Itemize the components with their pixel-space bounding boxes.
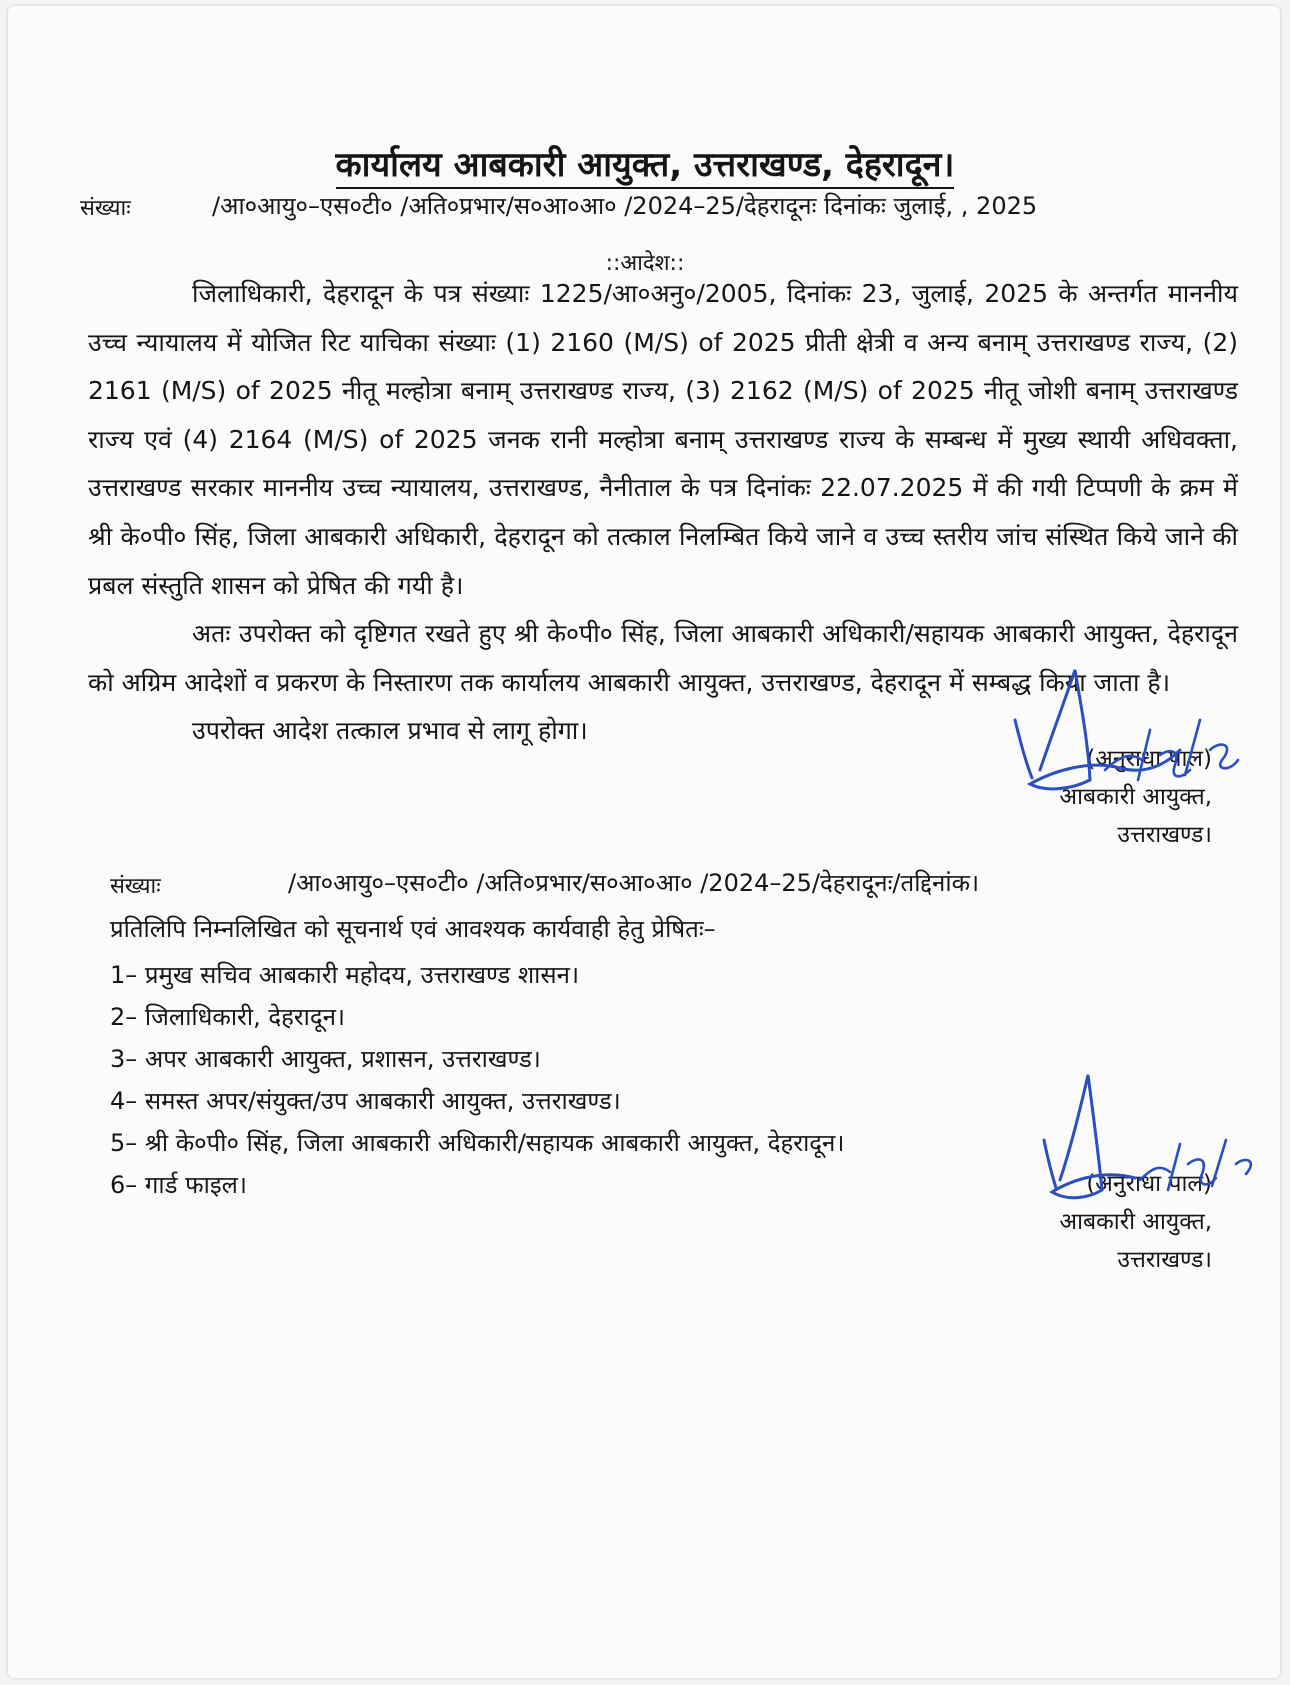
- office-title: कार्यालय आबकारी आयुक्त, उत्तराखण्ड, देहरादून।: [0, 140, 1290, 186]
- order-paragraph-3: उपरोक्त आदेश तत्काल प्रभाव से लागू होगा।: [192, 716, 588, 746]
- order-paragraph-2: अतः उपरोक्त को दृष्टिगत रखते हुए श्री के०पी० सिंह, जिला आबकारी अधिकारी/सहायक आबकारी आयुक्त, देहरादून को अग्रिम आदेशों व प्रकरण के निस्तारण तक कार्यालय आबकारी आयुक्त, उत्तराखण्ड, देहरादून में सम्बद्ध किया जाता है।: [88, 619, 1238, 697]
- signatory-designation: आबकारी आयुक्त,: [1059, 784, 1212, 810]
- handwritten-signature-2: [1040, 1060, 1260, 1230]
- signatory-state: उत्तराखण्ड।: [1117, 1247, 1212, 1273]
- recipient-item: 2– जिलाधिकारी, देहरादून।: [110, 1003, 346, 1031]
- signatory-name: (अनुराधा पाल): [1086, 1171, 1212, 1197]
- recipient-item: 4– समस्त अपर/संयुक्त/उप आबकारी आयुक्त, उत्तराखण्ड।: [110, 1087, 621, 1115]
- order-paragraph-1: जिलाधिकारी, देहरादून के पत्र संख्याः 1225/आ०अनु०/2005, दिनांकः 23, जुलाई, 2025 के अन्तर्गत माननीय उच्च न्यायालय में योजित रिट याचिका संख्याः (1) 2160 (M/S) of 2025 प्रीती क्षेत्री व अन्य बनाम् उत्तराखण्ड राज्य, (2) 2161 (M/S) of 2025 नीतू मल्होत्रा बनाम् उत्तराखण्ड राज्य, (3) 2162 (M/S) of 2025 नीतू जोशी बनाम् उत्तराखण्ड राज्य एवं (4) 2164 (M/S) of 2025 जनक रानी मल्होत्रा बनाम् उत्तराखण्ड राज्य के सम्बन्ध में मुख्य स्थायी अधिवक्ता, उत्तराखण्ड सरकार माननीय उच्च न्यायालय, उत्तराखण्ड, नैनीताल के पत्र दिनांकः 22.07.2025 में की गयी टिप्पणी के क्रम में श्री के०पी० सिंह, जिला आबकारी अधिकारी, देहरादून को तत्काल निलम्बित किये जाने व उच्च स्तरीय जांच संस्थित किये जाने की प्रबल संस्तुति शासन को प्रेषित की गयी है।: [88, 279, 1238, 600]
- recipient-item: 6– गार्ड फाइल।: [110, 1171, 247, 1199]
- recipient-item: 1– प्रमुख सचिव आबकारी महोदय, उत्तराखण्ड शासन।: [110, 961, 580, 989]
- recipient-item: 5– श्री के०पी० सिंह, जिला आबकारी अधिकारी/सहायक आबकारी आयुक्त, देहरादून।: [110, 1129, 845, 1157]
- handwritten-signature-1: [1010, 660, 1250, 840]
- copy-intro: प्रतिलिपि निम्नलिखित को सूचनार्थ एवं आवश्यक कार्यवाही हेतु प्रेषितः–: [110, 915, 716, 943]
- sankhya-label: संख्याः: [80, 196, 131, 221]
- signatory-designation: आबकारी आयुक्त,: [1059, 1209, 1212, 1235]
- order-heading: ::आदेश::: [605, 251, 685, 276]
- signatory-state: उत्तराखण्ड।: [1117, 822, 1212, 848]
- order-reference: /आ०आयु०–एस०टी० /अति०प्रभार/स०आ०आ० /2024–25/देहरादूनः दिनांकः जुलाई, , 2025: [212, 192, 1038, 220]
- signatory-name: (अनुराधा पाल): [1086, 746, 1212, 772]
- recipients-list: [110, 954, 844, 1206]
- copy-sankhya-label: संख्याः: [110, 874, 161, 899]
- copy-reference: /आ०आयु०–एस०टी० /अति०प्रभार/स०आ०आ० /2024–25/देहरादूनः/तद्दिनांक।: [288, 869, 980, 897]
- recipient-item: 3– अपर आबकारी आयुक्त, प्रशासन, उत्तराखण्ड।: [110, 1045, 541, 1073]
